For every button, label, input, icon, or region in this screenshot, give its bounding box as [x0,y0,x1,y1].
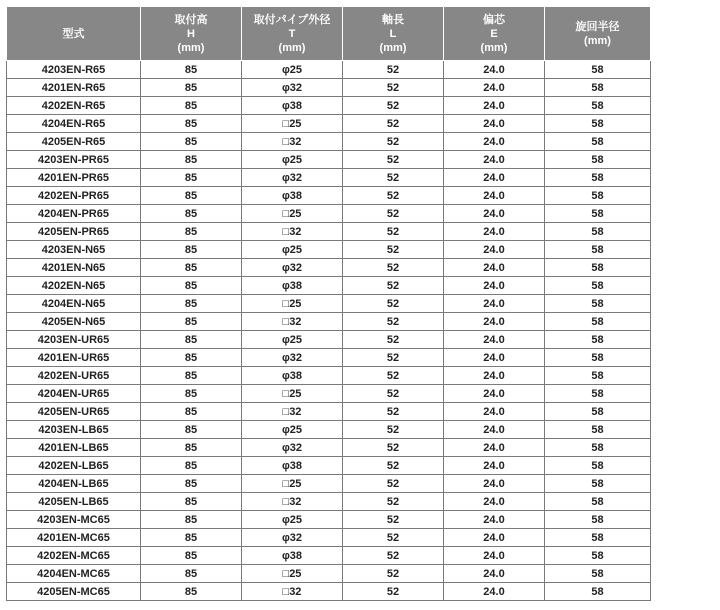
cell-pipe-diameter: φ38 [242,97,343,115]
cell-eccentricity: 24.0 [444,61,545,79]
table-row [7,421,651,439]
cell-pipe-diameter: □25 [242,385,343,403]
cell-mount-height: 85 [141,511,242,529]
header-line: T [288,27,296,40]
table-row [7,151,651,169]
cell-model: 4202EN-LB65 [7,457,141,475]
cell-mount-height: 85 [141,295,242,313]
cell-pipe-diameter: φ25 [242,61,343,79]
cell-turning-radius: 58 [545,295,651,313]
cell-turning-radius: 58 [545,331,651,349]
cell-pipe-diameter: φ25 [242,421,343,439]
cell-mount-height: 85 [141,331,242,349]
cell-eccentricity: 24.0 [444,511,545,529]
cell-pipe-diameter: φ25 [242,331,343,349]
cell-mount-height: 85 [141,529,242,547]
table-row [7,547,651,565]
cell-mount-height: 85 [141,97,242,115]
cell-shaft-length: 52 [343,529,444,547]
cell-pipe-diameter: φ38 [242,367,343,385]
cell-model: 4204EN-N65 [7,295,141,313]
cell-eccentricity: 24.0 [444,529,545,547]
cell-shaft-length: 52 [343,223,444,241]
cell-model: 4201EN-LB65 [7,439,141,457]
cell-turning-radius: 58 [545,439,651,457]
cell-mount-height: 85 [141,277,242,295]
cell-model: 4203EN-R65 [7,61,141,79]
cell-shaft-length: 52 [343,115,444,133]
cell-model: 4202EN-N65 [7,277,141,295]
cell-pipe-diameter: φ32 [242,259,343,277]
cell-turning-radius: 58 [545,493,651,511]
cell-model: 4201EN-N65 [7,259,141,277]
cell-shaft-length: 52 [343,457,444,475]
cell-pipe-diameter: □32 [242,403,343,421]
cell-eccentricity: 24.0 [444,97,545,115]
table-row [7,583,651,601]
cell-eccentricity: 24.0 [444,583,545,601]
cell-pipe-diameter: φ38 [242,187,343,205]
cell-model: 4202EN-R65 [7,97,141,115]
cell-pipe-diameter: φ25 [242,511,343,529]
cell-eccentricity: 24.0 [444,151,545,169]
table-row [7,277,651,295]
cell-pipe-diameter: □25 [242,565,343,583]
table-row [7,187,651,205]
table-row [7,205,651,223]
header-line: (mm) [379,41,407,54]
cell-shaft-length: 52 [343,367,444,385]
cell-mount-height: 85 [141,151,242,169]
cell-model: 4204EN-UR65 [7,385,141,403]
header-line: H [187,27,195,40]
cell-shaft-length: 52 [343,331,444,349]
table-row [7,529,651,547]
cell-turning-radius: 58 [545,133,651,151]
cell-shaft-length: 52 [343,475,444,493]
cell-model: 4203EN-PR65 [7,151,141,169]
header-line: 軸長 [382,13,404,26]
cell-pipe-diameter: □32 [242,493,343,511]
cell-eccentricity: 24.0 [444,169,545,187]
cell-turning-radius: 58 [545,169,651,187]
cell-eccentricity: 24.0 [444,475,545,493]
table-row [7,457,651,475]
cell-model: 4201EN-UR65 [7,349,141,367]
header-pipe-diameter [242,7,343,61]
header-line: (mm) [584,34,611,47]
cell-pipe-diameter: φ32 [242,349,343,367]
header-line: 取付高 [174,13,208,26]
cell-turning-radius: 58 [545,511,651,529]
cell-eccentricity: 24.0 [444,565,545,583]
cell-mount-height: 85 [141,61,242,79]
cell-shaft-length: 52 [343,403,444,421]
cell-shaft-length: 52 [343,313,444,331]
table-row [7,439,651,457]
table-row [7,331,651,349]
header-line: (mm) [480,41,508,54]
cell-model: 4205EN-UR65 [7,403,141,421]
cell-mount-height: 85 [141,367,242,385]
cell-turning-radius: 58 [545,259,651,277]
table-row [7,493,651,511]
cell-mount-height: 85 [141,439,242,457]
cell-turning-radius: 58 [545,457,651,475]
cell-pipe-diameter: □25 [242,115,343,133]
cell-turning-radius: 58 [545,205,651,223]
cell-eccentricity: 24.0 [444,241,545,259]
cell-eccentricity: 24.0 [444,349,545,367]
cell-shaft-length: 52 [343,493,444,511]
cell-pipe-diameter: φ25 [242,241,343,259]
cell-turning-radius: 58 [545,475,651,493]
cell-model: 4205EN-MC65 [7,583,141,601]
table-body [7,61,651,601]
cell-mount-height: 85 [141,259,242,277]
header-row [7,7,651,61]
cell-mount-height: 85 [141,169,242,187]
table-row [7,403,651,421]
cell-model: 4203EN-LB65 [7,421,141,439]
table-row [7,313,651,331]
cell-turning-radius: 58 [545,151,651,169]
header-line: 旋回半径 [575,20,620,33]
cell-turning-radius: 58 [545,583,651,601]
cell-mount-height: 85 [141,205,242,223]
cell-mount-height: 85 [141,79,242,97]
cell-model: 4203EN-UR65 [7,331,141,349]
cell-eccentricity: 24.0 [444,457,545,475]
cell-eccentricity: 24.0 [444,223,545,241]
table-row [7,79,651,97]
cell-turning-radius: 58 [545,97,651,115]
header-line: (mm) [278,41,306,54]
cell-mount-height: 85 [141,241,242,259]
cell-shaft-length: 52 [343,133,444,151]
spec-table [6,6,651,601]
cell-mount-height: 85 [141,187,242,205]
cell-shaft-length: 52 [343,421,444,439]
cell-pipe-diameter: φ25 [242,151,343,169]
cell-shaft-length: 52 [343,169,444,187]
cell-pipe-diameter: φ32 [242,169,343,187]
cell-shaft-length: 52 [343,241,444,259]
cell-pipe-diameter: □25 [242,475,343,493]
table-row [7,169,651,187]
table-row [7,223,651,241]
table-row [7,385,651,403]
cell-mount-height: 85 [141,457,242,475]
header-mount-height [141,7,242,61]
cell-mount-height: 85 [141,385,242,403]
table-row [7,97,651,115]
cell-model: 4205EN-R65 [7,133,141,151]
table-row [7,115,651,133]
cell-shaft-length: 52 [343,151,444,169]
cell-model: 4203EN-MC65 [7,511,141,529]
table-row [7,475,651,493]
cell-pipe-diameter: □25 [242,205,343,223]
cell-pipe-diameter: φ38 [242,457,343,475]
cell-eccentricity: 24.0 [444,187,545,205]
cell-pipe-diameter: □25 [242,295,343,313]
cell-turning-radius: 58 [545,385,651,403]
cell-turning-radius: 58 [545,241,651,259]
header-line: 取付パイプ外径 [253,13,331,26]
header-turning-radius [545,7,651,61]
cell-pipe-diameter: φ38 [242,277,343,295]
cell-eccentricity: 24.0 [444,385,545,403]
table-row [7,61,651,79]
cell-model: 4202EN-PR65 [7,187,141,205]
cell-turning-radius: 58 [545,187,651,205]
table-row [7,133,651,151]
cell-pipe-diameter: □32 [242,313,343,331]
cell-eccentricity: 24.0 [444,115,545,133]
cell-shaft-length: 52 [343,295,444,313]
table-row [7,565,651,583]
table-row [7,349,651,367]
cell-shaft-length: 52 [343,277,444,295]
cell-mount-height: 85 [141,421,242,439]
header-model [7,7,141,61]
cell-model: 4202EN-MC65 [7,547,141,565]
cell-shaft-length: 52 [343,565,444,583]
header-eccentricity [444,7,545,61]
cell-eccentricity: 24.0 [444,277,545,295]
table-row [7,259,651,277]
cell-eccentricity: 24.0 [444,421,545,439]
cell-eccentricity: 24.0 [444,367,545,385]
cell-shaft-length: 52 [343,97,444,115]
cell-pipe-diameter: □32 [242,223,343,241]
header-line: (mm) [177,41,205,54]
header-line: 型式 [62,27,85,40]
cell-eccentricity: 24.0 [444,493,545,511]
cell-eccentricity: 24.0 [444,313,545,331]
header-line: 偏芯 [483,13,505,26]
header-line: E [490,27,498,40]
cell-model: 4205EN-N65 [7,313,141,331]
cell-mount-height: 85 [141,349,242,367]
cell-model: 4204EN-LB65 [7,475,141,493]
cell-eccentricity: 24.0 [444,79,545,97]
cell-turning-radius: 58 [545,349,651,367]
cell-mount-height: 85 [141,403,242,421]
cell-model: 4205EN-LB65 [7,493,141,511]
cell-shaft-length: 52 [343,79,444,97]
cell-model: 4204EN-R65 [7,115,141,133]
table-row [7,241,651,259]
cell-eccentricity: 24.0 [444,205,545,223]
cell-model: 4204EN-MC65 [7,565,141,583]
cell-turning-radius: 58 [545,529,651,547]
cell-mount-height: 85 [141,565,242,583]
cell-shaft-length: 52 [343,205,444,223]
cell-model: 4201EN-R65 [7,79,141,97]
cell-mount-height: 85 [141,583,242,601]
cell-shaft-length: 52 [343,259,444,277]
cell-eccentricity: 24.0 [444,295,545,313]
cell-turning-radius: 58 [545,61,651,79]
cell-mount-height: 85 [141,313,242,331]
cell-mount-height: 85 [141,133,242,151]
cell-pipe-diameter: φ38 [242,547,343,565]
cell-model: 4204EN-PR65 [7,205,141,223]
table-row [7,367,651,385]
cell-shaft-length: 52 [343,511,444,529]
cell-model: 4201EN-PR65 [7,169,141,187]
cell-eccentricity: 24.0 [444,547,545,565]
cell-turning-radius: 58 [545,367,651,385]
cell-mount-height: 85 [141,115,242,133]
cell-mount-height: 85 [141,475,242,493]
cell-turning-radius: 58 [545,313,651,331]
cell-eccentricity: 24.0 [444,133,545,151]
cell-model: 4202EN-UR65 [7,367,141,385]
cell-turning-radius: 58 [545,115,651,133]
cell-shaft-length: 52 [343,187,444,205]
table-row [7,511,651,529]
cell-model: 4205EN-PR65 [7,223,141,241]
cell-eccentricity: 24.0 [444,439,545,457]
cell-pipe-diameter: □32 [242,583,343,601]
cell-mount-height: 85 [141,547,242,565]
cell-pipe-diameter: φ32 [242,439,343,457]
cell-turning-radius: 58 [545,277,651,295]
cell-shaft-length: 52 [343,349,444,367]
table-row [7,295,651,313]
cell-model: 4201EN-MC65 [7,529,141,547]
cell-mount-height: 85 [141,223,242,241]
cell-mount-height: 85 [141,493,242,511]
cell-shaft-length: 52 [343,583,444,601]
cell-shaft-length: 52 [343,61,444,79]
header-shaft-length [343,7,444,61]
cell-shaft-length: 52 [343,385,444,403]
cell-shaft-length: 52 [343,439,444,457]
cell-turning-radius: 58 [545,223,651,241]
cell-turning-radius: 58 [545,403,651,421]
cell-turning-radius: 58 [545,547,651,565]
cell-pipe-diameter: □32 [242,133,343,151]
header-line: L [389,27,397,40]
cell-pipe-diameter: φ32 [242,79,343,97]
cell-turning-radius: 58 [545,421,651,439]
cell-eccentricity: 24.0 [444,403,545,421]
cell-shaft-length: 52 [343,547,444,565]
cell-model: 4203EN-N65 [7,241,141,259]
cell-turning-radius: 58 [545,79,651,97]
cell-eccentricity: 24.0 [444,259,545,277]
cell-eccentricity: 24.0 [444,331,545,349]
cell-turning-radius: 58 [545,565,651,583]
cell-pipe-diameter: φ32 [242,529,343,547]
